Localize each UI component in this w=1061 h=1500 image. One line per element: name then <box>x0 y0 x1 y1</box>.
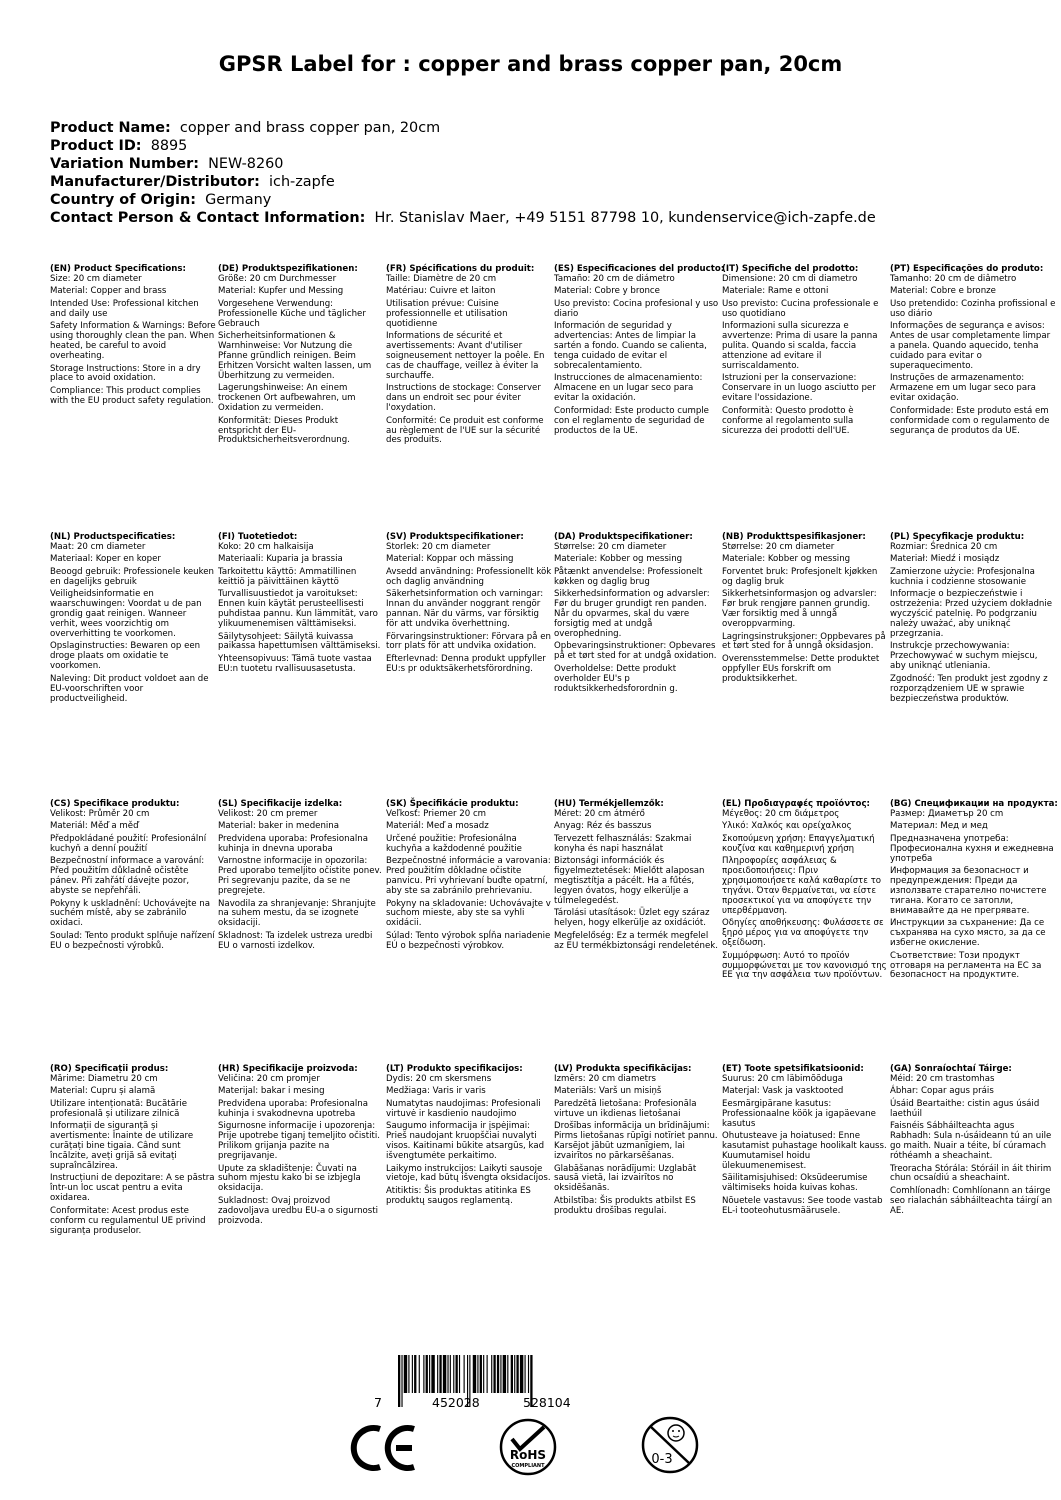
specification-item: Efterlevnad: Denna produkt uppfyller EU:s pr oduktsäkerhetsförordning. <box>386 653 546 674</box>
specification-item: Uso previsto: Cucina professionale e uso quotidiano <box>722 298 879 319</box>
specification-item: Bezpečnostné informácie a varovania: Pred použitím dôkladne očistite panvicu. Pri vyhrievaní buďte opatrní, aby ste sa zabránilo prehrievaniu. <box>386 856 551 897</box>
specification-item: Materjal: Vask ja vasktooted <box>722 1086 844 1097</box>
specification-item: Tarkoitettu käyttö: Ammatillinen keittiö ja päivittäinen käyttö <box>218 566 357 587</box>
language-heading: (LT) Produkto specifikacijos: <box>386 1064 523 1074</box>
specification-item: Avsedd användning: Professionellt kök och daglig användning <box>386 566 552 587</box>
specification-item: Συμμόρφωση: Αυτό το προϊόν συμμορφώνεται με τον κανονισμό της ΕΕ για την ασφάλεια των προϊόντων. <box>722 950 887 981</box>
specification-item: Lagringsinstruksjoner: Oppbevares på et tørt sted for å unngå oksidasjon. <box>722 631 886 652</box>
specification-item: Bezpečnostní informace a varování: Před použitím důkladně očistěte pánev. Při zahřátí dávejte pozor, abyste se nepřehřáli. <box>50 856 205 897</box>
specification-item: Material: baker in medenina <box>218 821 339 832</box>
specification-item: Treoracha Stórála: Stóráil in áit thirim chun ocsaídiú a sheachaint. <box>890 1163 1052 1184</box>
specification-item: Megfelelőség: Ez a termék megfelel az EU termékbiztonsági rendeletének. <box>554 930 718 951</box>
language-block <box>386 533 552 677</box>
specification-item: Størrelse: 20 cm diameter <box>722 541 835 552</box>
barcode-bar <box>398 1355 400 1407</box>
specification-item: Saugumo informacija ir įspėjimai: Prieš naudojant kruopščiai nuvalyti visos. Kaitinami būkite atsargūs, kad išvengtumėte perkaitimo. <box>386 1121 545 1162</box>
specification-item: Предназначена употреба: Професионална кухня и ежедневна употреба <box>890 833 1054 864</box>
age-warning-label: 0-3 <box>651 1452 673 1467</box>
language-heading: (SK) Špecifikácie produktu: <box>386 799 519 809</box>
barcode-bar <box>453 1355 454 1393</box>
barcode-bar <box>443 1355 446 1393</box>
specification-item: Säilitamisjuhised: Oksüdeerumise vältimiseks hoida kuivas kohas. <box>722 1173 868 1194</box>
barcode <box>370 1355 610 1415</box>
specification-item: Matériau: Cuivre et laiton <box>386 286 496 297</box>
specification-item: Material: Copper and brass <box>50 286 167 297</box>
specification-item: Säkerhetsinformation och varningar: Innan du använder noggrant rengör pannan. När du värms, var försiktig för att undvika överhettning. <box>386 589 544 630</box>
language-heading: (RO) Specificații produs: <box>50 1064 169 1074</box>
specification-item: Atitiktis: Šis produktas atitinka ES produktų saugos reglamentą. <box>386 1185 531 1206</box>
specification-item: Eesmärgipärane kasutus: Professionaalne köök ja igapäevane kasutus <box>722 1098 876 1129</box>
specification-item: Материал: Мед и мед <box>890 821 988 832</box>
specification-item: Rozmiar: Średnica 20 cm <box>890 541 998 552</box>
specification-item: Numatytas naudojimas: Profesionali virtuvė ir kasdienio naudojimo <box>386 1098 541 1119</box>
specification-item: Biztonsági információk és figyelmeztetések: Mielőtt alaposan megtisztítja a pácélt. Ha a fűtés, legyen óvatos, hogy elkerülje a túlmelegedést. <box>554 856 705 906</box>
specification-item: Koko: 20 cm halkaisija <box>218 541 314 552</box>
barcode-bar <box>525 1355 526 1393</box>
specification-item: Informações de segurança e avisos: Antes de usar completamente limpar a panela. Quando aquecido, tenha cuidado para evitar o superaquecimento. <box>890 321 1051 371</box>
specification-item: Materiale: Kobber og messing <box>722 554 851 565</box>
specification-item: Instruções de armazenamento: Armazene em um lugar seco para evitar oxidação. <box>890 373 1036 404</box>
barcode-bar <box>473 1355 476 1393</box>
specification-item: Laikymo instrukcijos: Laikyti sausoje vietoje, kad būtų išvengta oksidacijos. <box>386 1163 551 1184</box>
barcode-bar <box>503 1355 506 1393</box>
language-block <box>218 800 384 954</box>
language-block <box>554 1065 720 1219</box>
specification-item: Yhteensopivuus: Tämä tuote vastaa EU:n tuotetu rvallisuusasetusta. <box>218 653 372 674</box>
barcode-bar <box>412 1355 413 1393</box>
language-heading: (EN) Product Specifications: <box>50 264 186 274</box>
barcode-bar <box>414 1355 416 1393</box>
language-heading: (HR) Specifikacije proizvoda: <box>218 1064 358 1074</box>
specification-item: Turvallisuustiedot ja varoitukset: Ennen kuin käytät perusteellisesti puhdistaa pannu. Kun lämmität, varo ylikuumenemisen välttämiseksi. <box>218 589 378 630</box>
specification-item: Opslaginstructies: Bewaren op een droge plaats om oxidatie te voorkomen. <box>50 641 201 672</box>
specification-item: Οδηγίες αποθήκευσης: Φυλάσσετε σε ξηρό μέρος για να αποφύγετε την οξείδωση. <box>722 918 884 949</box>
specification-item: Navodila za shranjevanje: Shranjujte na suhem mestu, da se izognete oksidaciji. <box>218 898 376 929</box>
language-heading: (DA) Produktspecifikationer: <box>554 532 693 542</box>
info-row <box>50 191 1030 209</box>
specification-item: Predviđena uporaba: Profesionalna kuhinja i svakodnevna upotreba <box>218 1098 368 1119</box>
specification-item: Sigurnosne informacije i upozorenja: Prije upotrebe tiganj temeljito očistiti. Prilikom grijanja pazite na pregrijavanje. <box>218 1121 380 1162</box>
language-heading: (IT) Specifiche del prodotto: <box>722 264 859 274</box>
specification-item: Påtænkt anvendelse: Professionelt køkken og daglig brug <box>554 566 703 587</box>
language-block <box>218 265 384 449</box>
language-block <box>218 533 384 677</box>
specification-item: Utilisation prévue: Cuisine professionnelle et utilisation quotidienne <box>386 298 508 329</box>
barcode-bar <box>514 1355 515 1393</box>
specification-item: Velikost: Průměr 20 cm <box>50 808 150 819</box>
language-block <box>890 800 1056 984</box>
language-block <box>554 264 725 439</box>
specification-item: Σκοπούμενη χρήση: Επαγγελματική κουζίνα και καθημερινή χρήση <box>722 833 875 854</box>
specification-item: Méret: 20 cm átmérő <box>554 808 645 819</box>
specification-item: Intended Use: Professional kitchen and daily use <box>50 298 199 319</box>
specification-item: Conformità: Questo prodotto è conforme al regolamento sulla sicurezza dei prodotti dell'UE. <box>722 405 854 436</box>
specification-item: Sicherheitsinformationen & Warnhinweise: Vor Nutzung die Pfanne gründlich reinigen. Beim Erhitzen Vorsicht walten lassen, um Überhitzung zu vermeiden. <box>218 331 372 381</box>
specification-item: Materiál: Měď a měď <box>50 821 139 832</box>
specification-item: Tervezett felhasználás: Szakmai konyha és napi használat <box>554 833 692 854</box>
specification-item: Информация за безопасност и предупреждения: Преди да използвате старателно почистете тигана. Когато се затопли, внимавайте да не прегрявате. <box>890 866 1047 916</box>
specification-item: Material: Koppar och mässing <box>386 554 514 565</box>
specification-item: Sikkerhetsinformasjon og advarsler: Før bruk rengjøre pannen grundig. Vær forsiktig med å unngå overoppvarming. <box>722 589 877 630</box>
barcode-bar <box>456 1355 458 1393</box>
specification-item: Predvidena uporaba: Profesionalna kuhinja in dnevna uporaba <box>218 833 368 854</box>
info-label: Contact Person & Contact Information: <box>50 210 366 226</box>
specification-item: Beoogd gebruik: Professionele keuken en dagelijks gebruik <box>50 566 215 587</box>
specification-item: Instrucciones de almacenamiento: Almacene en un lugar seco para evitar la oxidación. <box>554 373 703 404</box>
specification-item: Maat: 20 cm diameter <box>50 541 146 552</box>
language-block <box>50 265 216 409</box>
specification-item: Material: Cobre e bronze <box>890 286 996 297</box>
not-for-children-0-3-icon <box>640 1413 700 1479</box>
language-block <box>722 800 888 984</box>
language-block <box>554 800 720 954</box>
specification-item: Overensstemmelse: Dette produktet oppfyller EUs forskrift om produktsikkerhet. <box>722 653 880 684</box>
barcode-bar <box>507 1355 508 1393</box>
specification-item: Určené použitie: Profesionálna kuchyňa a každodenné použitie <box>386 833 522 854</box>
specification-item: Instrukcje przechowywania: Przechowywać w suchym miejscu, aby uniknąć utleniania. <box>890 641 1038 672</box>
specification-item: Materijal: bakar i mesing <box>218 1086 325 1097</box>
specification-item: Conformidade: Este produto está em conformidade com o regulamento de segurança de produtos da UE. <box>890 405 1050 436</box>
ce-mark-icon <box>350 1423 420 1473</box>
specification-item: Forventet bruk: Profesjonelt kjøkken og daglig bruk <box>722 566 878 587</box>
barcode-bar <box>429 1355 430 1393</box>
barcode-bar <box>487 1355 488 1393</box>
language-heading: (PT) Especificações do produto: <box>890 264 1044 274</box>
specification-item: Material: Cobre y bronce <box>554 286 660 297</box>
specification-item: Materiał: Miedź i mosiądz <box>890 554 1000 565</box>
specification-item: Ábhar: Copar agus práis <box>890 1086 994 1097</box>
specification-item: Materiaal: Koper en koper <box>50 554 161 565</box>
language-heading: (PL) Specyfikacje produktu: <box>890 532 1025 542</box>
specification-item: Nõuetele vastavus: See toode vastab EL-i tooteohutusmäärusele. <box>722 1195 883 1216</box>
barcode-bar <box>491 1355 492 1393</box>
barcode-first-digit: 7 <box>374 1395 382 1410</box>
compliance-icons <box>350 1415 710 1490</box>
specification-item: Conformité: Ce produit est conforme au règlement de l'UE sur la sécurité des produits. <box>386 415 544 446</box>
specification-item: Istruzioni per la conservazione: Conservare in un luogo asciutto per evitare l'ossidazione. <box>722 373 876 404</box>
specification-item: Tárolási utasítások: Üzlet egy száraz helyen, hogy elkerülje az oxidációt. <box>554 908 710 929</box>
specification-item: Säilytysohjeet: Säilytä kuivassa paikassa hapettumisen välttämiseksi. <box>218 631 381 652</box>
barcode-bar <box>447 1355 448 1393</box>
specification-item: Varnostne informacije in opozorila: Pred uporabo temeljito očistite ponev. Pri segrevanju pazite, da se ne pregrejete. <box>218 856 382 897</box>
language-block <box>722 533 888 687</box>
specification-item: Pokyny k uskladnění: Uchovávejte na suchém místě, aby se zabránilo oxidaci. <box>50 898 210 929</box>
info-row <box>50 119 1030 137</box>
info-row <box>50 173 1030 191</box>
language-block <box>554 533 720 697</box>
barcode-bar <box>477 1355 478 1393</box>
specification-item: Förvaringsinstruktioner: Förvara på en torr plats för att undvika oxidation. <box>386 631 551 652</box>
specification-item: Súlad: Tento výrobok spĺňa nariadenie EÚ o bezpečnosti výrobkov. <box>386 930 551 951</box>
specification-item: Drošības informācija un brīdinājumi: Pirms lietošanas rūpīgi notīriet pannu. Karsējot jābūt uzmanīgiem, lai izvairītos no pārkarsēšanas. <box>554 1121 718 1162</box>
specification-item: Tamanho: 20 cm de diâmetro <box>890 273 1017 284</box>
language-block <box>50 533 216 707</box>
language-block <box>218 1065 384 1229</box>
specification-item: Konformität: Dieses Produkt entspricht der EU-Produktsicherheitsverordnung. <box>218 415 350 446</box>
specification-item: Información de seguridad y advertencias: Antes de limpiar la sartén a fondo. Cuando se calienta, tenga cuidado de evitar el sobrecalentamiento. <box>554 321 707 371</box>
specification-item: Conformidad: Este producto cumple con el reglamento de seguridad de productos de la UE. <box>554 405 709 436</box>
barcode-bar <box>439 1355 441 1393</box>
barcode-bar <box>464 1355 465 1393</box>
rohs-compliant-label: COMPLIANT <box>511 1463 545 1469</box>
barcode-bar <box>511 1355 513 1393</box>
language-heading: (ES) Especificaciones del producto: <box>554 264 725 274</box>
language-heading: (FR) Spécifications du produit: <box>386 264 535 274</box>
specification-item: Zamierzone użycie: Profesjonalna kuchnia i codzienne stosowanie <box>890 566 1035 587</box>
specification-item: Opbevaringsinstruktioner: Opbevares på et tørt sted for at undgå oxidation. <box>554 641 717 662</box>
barcode-bar <box>426 1355 428 1393</box>
specification-item: Předpokládané použití: Profesionální kuchyň a denní použití <box>50 833 207 854</box>
specification-item: Инструкции за съхранение: Да се съхранява на сухо място, за да се избегне окисление. <box>890 918 1046 949</box>
specification-item: Pokyny na skladovanie: Uchovávajte v suchom mieste, aby ste sa vyhli oxidácii. <box>386 898 551 929</box>
specification-item: Safety Information & Warnings: Before using thoroughly clean the pan. When heated, be careful to avoid overheating. <box>50 321 216 362</box>
specification-item: Ohutusteave ja hoiatused: Enne kasutamist puhastage hoolikalt kauss. Kuumutamisel hoidu ülekuumenemisest. <box>722 1131 887 1171</box>
language-heading: (LV) Produkta specifikācijas: <box>554 1064 692 1074</box>
specification-item: Veiligheidsinformatie en waarschuwingen: Voordat u de pan grondig gaat reinigen. Wanneer verhit, wees voorzichtig om oververhitting te voorkomen. <box>50 589 202 639</box>
specification-item: Υλικό: Χαλκός και ορείχαλκος <box>722 821 852 832</box>
info-label: Product Name: <box>50 120 171 136</box>
language-heading: (EL) Προδιαγραφές προϊόντος: <box>722 799 870 809</box>
specification-item: Instructions de stockage: Conserver dans un endroit sec pour éviter l'oxydation. <box>386 383 541 414</box>
barcode-bar <box>408 1355 409 1393</box>
info-row <box>50 137 1030 155</box>
barcode-left-group: 452028 <box>432 1395 480 1410</box>
info-value: ich-zapfe <box>269 174 335 190</box>
specification-item: Taille: Diamètre de 20 cm <box>386 273 497 284</box>
barcode-bar <box>423 1355 424 1393</box>
language-block <box>386 1065 552 1209</box>
specification-item: Informații de siguranță și avertismente: Înainte de utilizare curățați bine tigaia. Când sunt încălzite, aveți grijă să evitați supraîncălzirea. <box>50 1121 194 1171</box>
language-heading: (ET) Toote spetsifikatsioonid: <box>722 1064 864 1074</box>
specification-item: Upute za skladištenje: Čuvati na suhom mjestu kako bi se izbjegla oksidacija. <box>218 1163 361 1194</box>
specification-item: Overholdelse: Dette produkt overholder EU's p roduktsikkerhedsforordnin g. <box>554 663 678 694</box>
specification-item: Úsáid Beartaithe: cistin agus úsáid laethúil <box>890 1098 1040 1119</box>
barcode-bar <box>528 1355 529 1393</box>
barcode-bar <box>404 1355 407 1393</box>
specification-item: Izmērs: 20 cm diametrs <box>554 1073 656 1084</box>
info-label: Country of Origin: <box>50 192 196 208</box>
language-heading: (SV) Produktspecifikationer: <box>386 532 524 542</box>
language-heading: (DE) Produktspezifikationen: <box>218 264 358 274</box>
barcode-bar <box>520 1355 523 1393</box>
specification-item: Dydis: 20 cm skersmens <box>386 1073 492 1084</box>
barcode-bar <box>459 1355 460 1393</box>
specification-item: Veľkosť: Priemer 20 cm <box>386 808 487 819</box>
info-row <box>50 155 1030 173</box>
info-value: NEW-8260 <box>208 156 284 172</box>
barcode-bar <box>483 1355 484 1393</box>
specification-item: Dimensione: 20 cm di diametro <box>722 273 858 284</box>
specification-item: Velikost: 20 cm premer <box>218 808 318 819</box>
language-block <box>386 265 552 449</box>
specification-item: Mărime: Diametru 20 cm <box>50 1073 158 1084</box>
barcode-bar <box>431 1355 434 1393</box>
specification-item: Materiál: Meď a mosadz <box>386 821 489 832</box>
specification-item: Faisnéis Sábháilteachta agus Rabhadh: Sula n-úsáideann tú an uile go maith. Nuair a téite, bí cúramach róthéamh a sheachaint. <box>890 1121 1052 1162</box>
specification-item: Съответствие: Този продукт отговаря на регламента на ЕС за безопасност на продуктите. <box>890 950 1042 981</box>
language-block <box>386 800 552 954</box>
specification-item: Skladnost: Ta izdelek ustreza uredbi EU o varnosti izdelkov. <box>218 930 373 951</box>
specification-item: Uso previsto: Cocina profesional y uso diario <box>554 298 719 319</box>
language-block <box>50 1065 216 1239</box>
language-heading: (HU) Termékjellemzők: <box>554 799 664 809</box>
specification-item: Vorgesehene Verwendung: Professionelle Küche und täglicher Gebrauch <box>218 298 366 329</box>
specification-item: Soulad: Tento produkt splňuje nařízení EU o bezpečnosti výrobků. <box>50 930 215 951</box>
barcode-right-group: 528104 <box>523 1395 571 1410</box>
barcode-bar <box>500 1355 501 1393</box>
specification-item: Storlek: 20 cm diameter <box>386 541 491 552</box>
specification-item: Paredzētā lietošana: Profesionāla virtuve un ikdienas lietošanai <box>554 1098 697 1119</box>
info-value: 8895 <box>150 138 188 154</box>
language-heading: (BG) Спецификации на продукта: <box>890 799 1058 809</box>
rohs-compliant-icon <box>498 1417 558 1477</box>
barcode-bar <box>497 1355 499 1393</box>
barcode-bar <box>516 1355 518 1393</box>
barcode-bar <box>419 1355 420 1393</box>
barcode-bar <box>450 1355 451 1393</box>
specification-item: Materiale: Kobber og messing <box>554 554 683 565</box>
specification-item: Compliance: This product complies with the EU product safety regulation. <box>50 385 214 406</box>
specification-item: Informazioni sulla sicurezza e avvertenze: Prima di usare la panna pulita. Quando si scalda, faccia attenzione ad evitare il surriscaldamento. <box>722 321 878 371</box>
language-heading: (GA) Sonraíochtaí Táirge: <box>890 1064 1012 1074</box>
language-block <box>722 1065 888 1219</box>
barcode-bar <box>493 1355 495 1393</box>
specification-item: Storage Instructions: Store in a dry place to avoid oxidation. <box>50 363 201 384</box>
specification-item: Informacje o bezpieczeństwie i ostrzeżenia: Przed użyciem dokładnie wyczyścić patelnię. Po podgrzaniu należy uważać, aby uniknąć przegrzania. <box>890 589 1053 639</box>
language-block <box>890 1065 1056 1219</box>
specification-item: Size: 20 cm diameter <box>50 273 142 284</box>
language-heading: (NB) Produkttspesifikasjoner: <box>722 532 866 542</box>
specification-item: Sikkerhedsinformation og advarsler: Før du bruger grundigt ren panden. Når du opvarmes, skal du være forsigtig med at undgå overophedning. <box>554 589 710 639</box>
language-block <box>890 533 1056 707</box>
specification-item: Størrelse: 20 cm diameter <box>554 541 667 552</box>
language-heading: (SL) Specifikacije izdelka: <box>218 799 343 809</box>
specification-item: Размер: Диаметър 20 cm <box>890 808 1004 819</box>
barcode-bar <box>480 1355 482 1393</box>
specification-item: Veličina: 20 cm promjer <box>218 1073 320 1084</box>
specification-item: Material: Kupfer und Messing <box>218 286 344 297</box>
specification-item: Anyag: Réz és basszus <box>554 821 652 832</box>
language-heading: (NL) Productspecificaties: <box>50 532 176 542</box>
specification-item: Material: Cupru și alamă <box>50 1086 156 1097</box>
language-block <box>890 265 1056 439</box>
info-value: Germany <box>205 192 272 208</box>
language-block <box>50 800 216 954</box>
language-block <box>722 265 888 439</box>
specification-item: Πληροφορίες ασφάλειας & προειδοποιήσεις: Πριν χρησιμοποιήσετε καλά καθαρίστε το τηγάνι. Όταν θερμαίνεται, να είστε προσεκτικοί για να αποφύγετε την υπερθέρμανση. <box>722 856 882 916</box>
specification-item: Instrucțiuni de depozitare: A se păstra într-un loc uscat pentru a evita oxidarea. <box>50 1173 215 1204</box>
specification-item: Medžiaga: Varis ir varis <box>386 1086 486 1097</box>
specification-item: Materiaali: Kuparia ja brassia <box>218 554 343 565</box>
specification-item: Naleving: Dit product voldoet aan de EU-voorschriften voor productveiligheid. <box>50 673 209 704</box>
info-value: copper and brass copper pan, 20cm <box>179 120 441 136</box>
specification-item: Materiāls: Varš un misiņš <box>554 1086 662 1097</box>
specification-item: Zgodność: Ten produkt jest zgodny z rozporządzeniem UE w sprawie bezpieczeństwa produktów. <box>890 673 1048 704</box>
specification-item: Suurus: 20 cm läbimõõduga <box>722 1073 843 1084</box>
info-label: Product ID: <box>50 138 142 154</box>
rohs-label: RoHS <box>509 1448 547 1462</box>
barcode-bar <box>437 1355 438 1393</box>
specification-item: Méid: 20 cm trastomhas <box>890 1073 995 1084</box>
language-heading: (CS) Specifikace produktu: <box>50 799 180 809</box>
specification-item: Uso pretendido: Cozinha profissional e uso diário <box>890 298 1056 319</box>
info-label: Variation Number: <box>50 156 199 172</box>
language-heading: (FI) Tuotetiedot: <box>218 532 298 542</box>
specification-item: Lagerungshinweise: An einem trockenen Ort aufbewahren, um Oxidation zu vermeiden. <box>218 383 356 414</box>
specification-item: Materiale: Rame e ottoni <box>722 286 829 297</box>
specification-item: Atbilstība: Šis produkts atbilst ES produktu drošības regulai. <box>554 1195 696 1216</box>
specification-item: Größe: 20 cm Durchmesser <box>218 273 337 284</box>
product-info <box>50 119 1030 227</box>
specification-item: Informations de sécurité et avertissements: Avant d'utiliser soigneusement nettoyer la poêle. En cas de chauffage, veillez à éviter la surchauffe. <box>386 331 545 381</box>
specification-item: Conformitate: Acest produs este conform cu regulamentul UE privind siguranța produselor. <box>50 1205 206 1236</box>
info-label: Manufacturer/Distributor: <box>50 174 260 190</box>
specification-item: Tamaño: 20 cm de diámetro <box>554 273 675 284</box>
specification-item: Glabāšanas norādījumi: Uzglabāt sausā vietā, lai izvairītos no oksidēšanās. <box>554 1163 697 1194</box>
specification-item: Sukladnost: Ovaj proizvod zadovoljava uredbu EU-a o sigurnosti proizvoda. <box>218 1195 379 1226</box>
specification-item: Μέγεθος: 20 cm διάμετρος <box>722 808 840 819</box>
barcode-bar <box>401 1355 402 1407</box>
page-title: GPSR Label for : copper and brass copper pan, 20cm <box>218 52 843 76</box>
specification-item: Utilizare intenționată: Bucătărie profesională și utilizare zilnică <box>50 1098 188 1119</box>
info-value: Hr. Stanislav Maer, +49 5151 87798 10, kundenservice@ich-zapfe.de <box>374 210 876 226</box>
info-row <box>50 209 1030 227</box>
specification-item: Comhlíonadh: Comhlíonann an táirge seo rialachán sábháilteachta táirgí an AE. <box>890 1185 1053 1216</box>
